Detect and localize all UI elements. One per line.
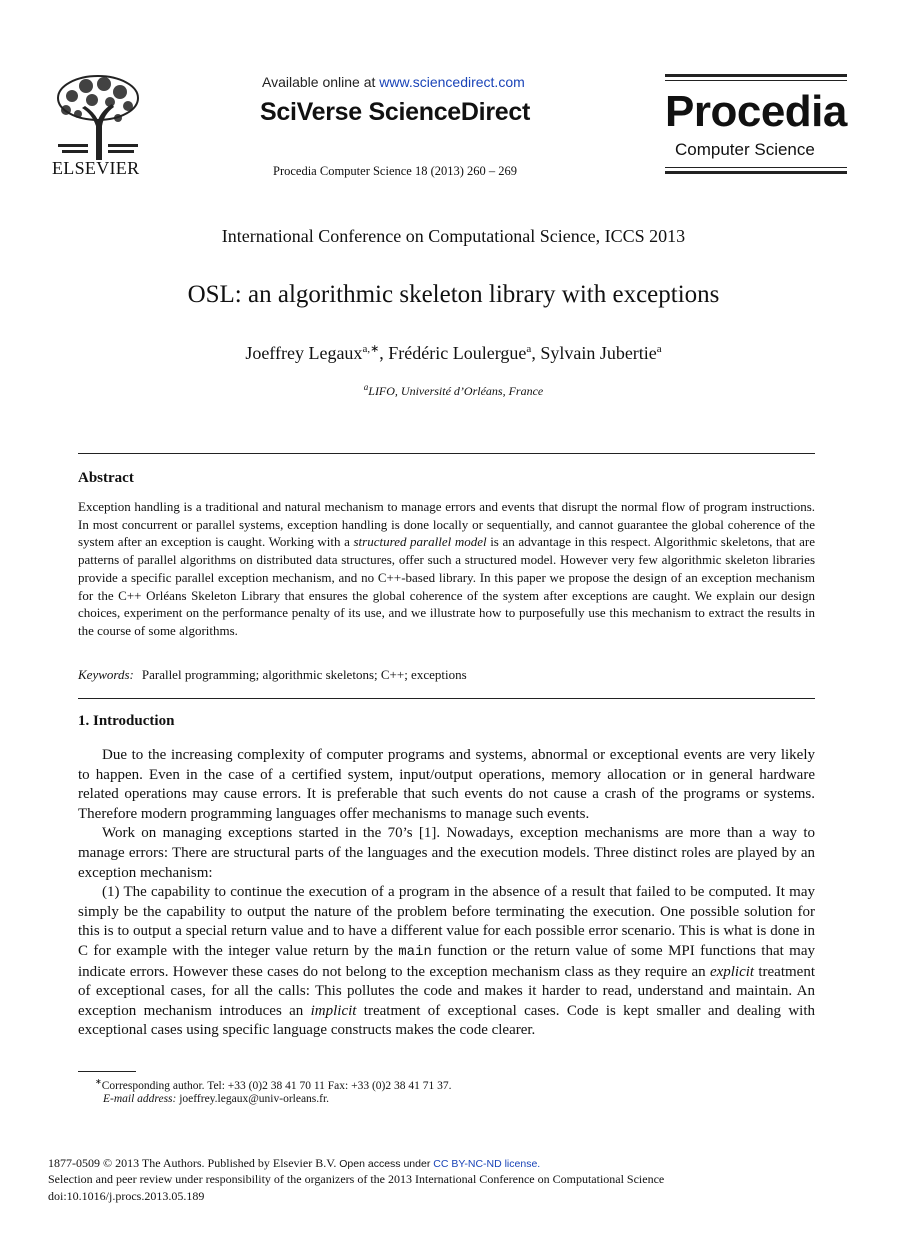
abstract-text-2: is an advantage in this respect. Algorithmic skeletons, that are patterns of parallel algorithms on distributed data structures, offer such a structured model. However very few algorithmic skeleton libraries provide a specific parallel exception mechanism, and no C++-based library. In this paper we propose the design of an exception mechanism for the C++ Orléans Skeleton Library that ensures the global coherence of the system after exceptions are caught. We explain our design choices, experiment on the performance penalty of its use, and we illustrate how to purposefully use this mechanism to extract the results in the course of some algorithms. <box>78 534 815 638</box>
author-name: Joeffrey Legaux <box>245 343 363 363</box>
intro-p3-text-b: function or the return value of some MPI functions that may indicate errors. However these cases do not belong to the exception mechanism class as they require an <box>78 942 815 980</box>
intro-p3-text-d: treatment of exceptional cases. Code is kept smaller and dealing with exceptional cases using specific language constructs makes the code clearer. <box>78 1002 815 1039</box>
intro-body <box>78 746 815 1041</box>
copyright-line <box>48 1156 540 1171</box>
abstract-text-1: Exception handling is a traditional and natural mechanism to manage errors and events that disrupt the normal flow of program instructions. In most concurrent or parallel systems, exception handling is done locally or sequentially, and cannot guarantee the global coherence of the system after an exception is caught. Working with a <box>78 499 815 550</box>
intro-p3-text-a: (1) The capability to continue the execution of a program in the absence of a result that failed to be computed. It may simply be the capability to output the nature of the problem before terminating the execution. One possible solution for this is to output a special return value and to have a different value for each possible error scenario. This is what is done in C for example with the integer value return by the <box>78 884 815 959</box>
author-name: Frédéric Loulergue <box>388 343 527 363</box>
intro-paragraph-2: Work on managing exceptions started in the 70’s [1]. Nowadays, exception mechanisms are more than a way to manage errors: There are structural parts of the languages and the execution models. Three distinct roles are played by an exception mechanism: <box>78 825 815 881</box>
affiliation <box>0 382 907 399</box>
keywords-label: Keywords: <box>78 667 134 682</box>
open-access-text: Open access under <box>336 1158 434 1170</box>
abstract-top-rule <box>78 453 815 454</box>
journal-reference: Procedia Computer Science 18 (2013) 260 – 269 <box>273 164 518 178</box>
procedia-title: Procedia <box>665 87 847 136</box>
intro-p3-em-implicit: implicit <box>310 1002 357 1019</box>
abstract-heading: Abstract <box>78 470 134 486</box>
license-link[interactable]: CC BY-NC-ND license. <box>433 1158 541 1170</box>
keywords-list: Parallel programming; algorithmic skeletons; C++; exceptions <box>141 667 467 682</box>
intro-p3-em-explicit: explicit <box>709 963 755 980</box>
intro-p3-code: main <box>398 943 432 960</box>
footnote-sup: ∗ <box>95 1077 102 1086</box>
sciencedirect-link[interactable]: www.sciencedirect.com <box>379 74 525 90</box>
author-name: Sylvain Jubertie <box>540 343 657 363</box>
footnote-text: Corresponding author. Tel: +33 (0)2 38 41 70 11 Fax: +33 (0)2 38 41 71 37. <box>101 1079 452 1092</box>
elsevier-tree-logo-icon <box>52 74 144 160</box>
author-sup: a <box>656 343 662 355</box>
intro-heading: 1. Introduction <box>78 713 175 729</box>
intro-paragraph-1: Due to the increasing complexity of computer programs and systems, abnormal or exceptional events are very likely to happen. Even in the case of a certified system, input/output operations, memory allocation or in general hardware related operations may cause errors. It is preferable that such events do not cause a crash of the programs or systems. Therefore modern programming languages offer mechanisms to manage such events. <box>78 747 815 822</box>
doi-line: doi:10.1016/j.procs.2013.05.189 <box>48 1189 205 1203</box>
affiliation-sup: a <box>363 382 369 392</box>
procedia-subtitle: Computer Science <box>675 140 815 159</box>
abstract-bottom-rule <box>78 698 815 699</box>
available-online <box>262 74 525 90</box>
intro-p3-text-c: treatment of exceptional cases, for all the calls: This pollutes the code and makes it harder to read, understand and maintain. An exception mechanism introduces an <box>78 963 816 1019</box>
author-list: Joeffrey Legaux$^{a,∗}$, Frédéric Loulergue$^a$, Sylvain Jubertie$^a$ <box>245 343 662 363</box>
sciverse-logo: SciVerse ScienceDirect <box>260 98 530 126</box>
footnote-rule <box>78 1071 136 1072</box>
author-sup: a <box>526 343 532 355</box>
email-label: E-mail address: <box>103 1093 177 1105</box>
available-prefix: Available online at <box>262 74 380 90</box>
copyright-text: 1877-0509 © 2013 The Authors. Published by Elsevier B.V. <box>48 1156 337 1170</box>
paper-title: OSL: an algorithmic skeleton library with exceptions <box>187 281 720 308</box>
elsevier-wordmark: ELSEVIER <box>52 158 140 178</box>
abstract-body <box>78 498 815 640</box>
email-address[interactable]: joeffrey.legaux@univ-orleans.fr. <box>179 1093 330 1105</box>
conference-name: International Conference on Computational Science, ICCS 2013 <box>221 226 686 246</box>
peer-review-line: Selection and peer review under responsibility of the organizers of the 2013 International Conference on Computational Science <box>48 1172 665 1186</box>
intro-paragraph-3 <box>78 883 815 1041</box>
keywords <box>78 667 467 683</box>
footnote-corresponding <box>95 1077 452 1092</box>
procedia-logo <box>665 74 847 174</box>
abstract-emphasis: structured parallel model <box>353 534 487 550</box>
footnote-email <box>103 1093 329 1105</box>
affiliation-text: LIFO, Université d’Orléans, France <box>368 384 544 398</box>
author-sup: a,∗ <box>362 343 380 355</box>
